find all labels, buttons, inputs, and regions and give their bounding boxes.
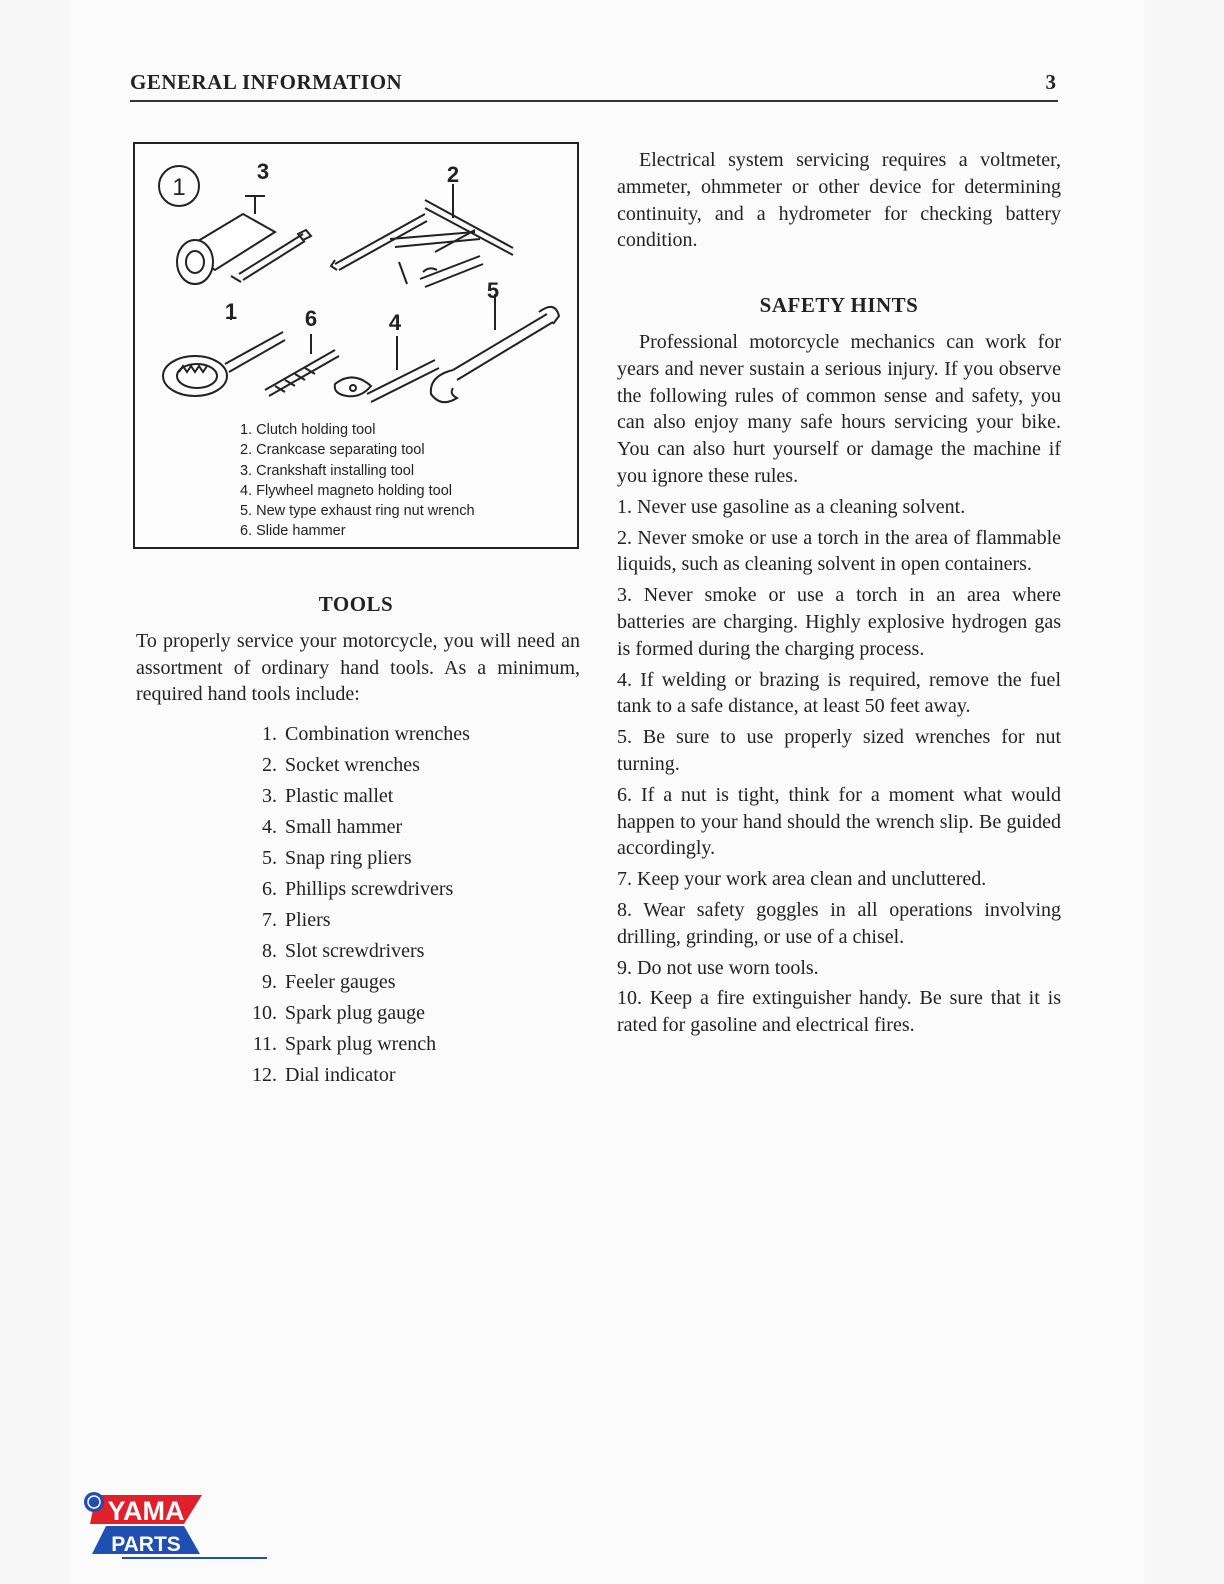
yamaparts-logo [82,1490,207,1556]
tuning-fork-emblem-icon [84,1492,104,1512]
list-item: 12. Dial indicator [252,1064,396,1086]
list-item: 5. Snap ring pliers [262,847,412,869]
list-item: 7. Keep your work area clean and uncluttered. [617,868,987,891]
logo-underline [122,1557,267,1559]
list-item: 3. Never smoke or use a torch in an area where batteries are charging. Highly explosive hydrogen gas is formed during the charging process. [617,584,1061,660]
tools-list [240,719,470,1091]
slide-hammer-drawing [265,334,339,396]
section-title: GENERAL INFORMATION [130,70,403,94]
list-item: 6. Phillips screwdrivers [262,878,454,900]
figure-caption: 1. Clutch holding tool [240,422,376,438]
list-item: 8. Wear safety goggles in all operations involving drilling, grinding, or use of a chisel. [617,898,1061,948]
page-number: 3 [1045,70,1056,94]
list-item: 4. Small hammer [262,816,403,838]
figure-caption: 3. Crankshaft installing tool [240,462,415,479]
list-item: 10. Keep a fire extinguisher handy. Be sure that it is rated for gasoline and electrical fires. [617,987,1061,1037]
crankshaft-installing-tool-drawing [177,196,311,284]
right-column [617,147,1061,1039]
flywheel-magneto-holding-tool-drawing [335,336,439,402]
callout-3: 3 [256,159,270,184]
tools-figure [133,142,579,549]
logo-top-text: YAMA [107,1496,185,1526]
figure-caption: 4. Flywheel magneto holding tool [240,482,452,499]
exhaust-ring-nut-wrench-drawing [431,294,559,402]
safety-intro-paragraph: Professional motorcycle mechanics can work for years and never sustain a serious injury. If you observe the following rules of common sense and safety, you can also enjoy many safe hours servicing your bike. You can also hurt yourself or damage the machine if you ignore these rules. [617,330,1061,487]
figure-caption-list [240,420,475,542]
list-item: 4. If welding or brazing is required, remove the fuel tank to a safe distance, at least 50 feet away. [617,668,1061,718]
callout-4: 4 [388,310,402,335]
list-item: 1. Never use gasoline as a cleaning solvent. [617,495,966,518]
list-item: 7. Pliers [262,909,331,931]
list-item: 8. Slot screwdrivers [262,940,425,962]
page-header [130,70,1058,102]
list-item: 3. Plastic mallet [262,785,394,807]
safety-rules-list [617,494,1061,1039]
figure-caption: 2. Crankcase separating tool [240,442,425,459]
callout-2: 2 [446,162,460,187]
list-item: 2. Never smoke or use a torch in the area of flammable liquids, such as cleaning solvent in open containers. [617,526,1061,576]
tools-intro-paragraph: To properly service your motorcycle, you will need an assortment of ordinary hand tools. As a minimum, required hand tools include: [136,630,580,705]
list-item: 5. Be sure to use properly sized wrenches for nut turning. [617,726,1061,775]
list-item: 6. If a nut is tight, think for a moment what would happen to your hand should the wrench slip. Be guided accordingly. [617,783,1061,860]
tools-heading: TOOLS [318,592,394,616]
callout-5: 5 [486,278,500,303]
figure-caption: 5. New type exhaust ring nut wrench [240,503,475,520]
list-item: 1. Combination wrenches [262,723,470,745]
list-item: 2. Socket wrenches [262,754,420,776]
callout-1: 1 [224,299,238,324]
list-item: 10. Spark plug gauge [252,1002,425,1024]
crankcase-separating-tool-drawing [331,184,513,287]
figure-badge-number: 1 [172,174,186,201]
list-item: 9. Do not use worn tools. [617,956,819,979]
callout-6: 6 [304,306,318,331]
safety-heading: SAFETY HINTS [759,293,919,318]
list-item: 9. Feeler gauges [262,971,396,993]
list-item: 11. Spark plug wrench [252,1033,437,1055]
figure-caption: 6. Slide hammer [240,523,346,540]
logo-bottom-text: PARTS [111,1533,181,1556]
electrical-paragraph: Electrical system servicing requires a voltmeter, ammeter, ohmmeter or other device for determining continuity, and a hydrometer for checking battery condition. [617,149,1061,252]
